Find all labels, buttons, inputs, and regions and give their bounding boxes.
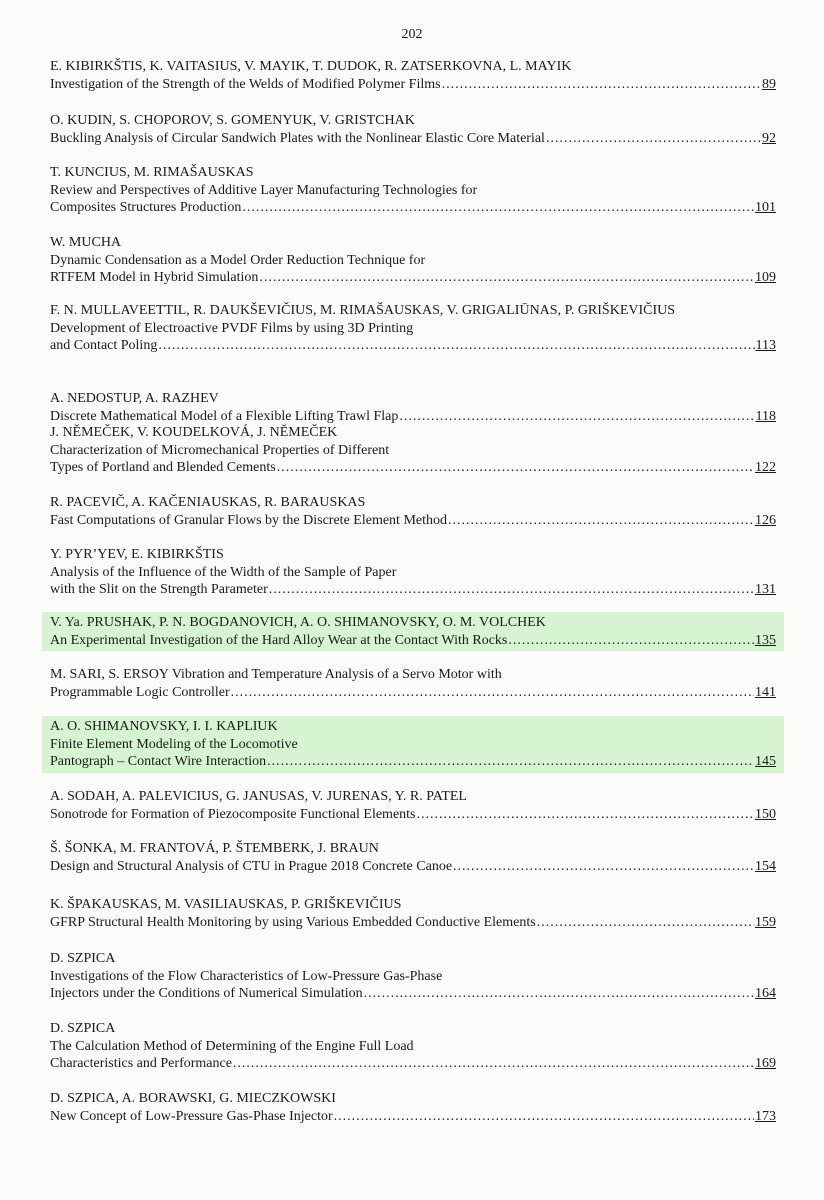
toc-entry xyxy=(42,494,784,529)
entry-title-last-line xyxy=(50,199,776,217)
entry-title-line: Development of Electroactive PVDF Films by using 3D Printing xyxy=(50,320,414,336)
toc-entry xyxy=(42,302,784,355)
toc-entry xyxy=(42,164,784,217)
dot-leader xyxy=(259,269,754,287)
entry-title-last-line xyxy=(50,408,776,426)
entry-title: Fast Computations of Granular Flows by the Discrete Element Method xyxy=(50,512,447,528)
dot-leader xyxy=(453,858,754,876)
entry-title: Injectors under the Conditions of Numerical Simulation xyxy=(50,986,363,1001)
entry-authors: V. Ya. PRUSHAK, P. N. BOGDANOVICH, A. O. SHIMANOVSKY, O. M. VOLCHEK xyxy=(50,615,546,630)
entry-page-link[interactable]: 89 xyxy=(762,76,776,92)
entry-authors: D. SZPICA xyxy=(50,1021,116,1036)
entry-title-line: Analysis of the Influence of the Width of the Sample of Paper xyxy=(50,564,397,580)
entry-page-link[interactable]: 159 xyxy=(755,914,776,930)
dot-leader xyxy=(334,1108,754,1126)
toc-entry xyxy=(42,424,784,477)
entry-title: and Contact Poling xyxy=(50,338,158,353)
entry-page-link[interactable]: 135 xyxy=(755,632,776,648)
dot-leader xyxy=(442,76,761,94)
entry-title: Programmable Logic Controller xyxy=(50,684,230,700)
entry-title-last-line xyxy=(50,130,776,148)
entry-title-last-line xyxy=(50,581,776,599)
entry-title-last-line xyxy=(50,806,776,824)
dot-leader xyxy=(546,130,761,148)
toc-entry xyxy=(42,58,784,93)
entry-title-line: Dynamic Condensation as a Model Order Reduction Technique for xyxy=(50,252,426,268)
entry-title-line: The Calculation Method of Determining of the Engine Full Load xyxy=(50,1038,414,1054)
entry-authors: K. ŠPAKAUSKAS, M. VASILIAUSKAS, P. GRIŠKEVIČIUS xyxy=(50,897,402,912)
toc-entry xyxy=(42,950,784,1003)
entry-authors: A. NEDOSTUP, A. RAZHEV xyxy=(50,391,219,406)
toc-entry xyxy=(42,666,784,701)
entry-title-last-line xyxy=(50,914,776,932)
entry-page-link[interactable]: 145 xyxy=(755,754,776,769)
entry-page-link[interactable]: 122 xyxy=(755,460,776,475)
entry-title-last-line xyxy=(50,1108,776,1126)
entry-page-link[interactable]: 118 xyxy=(755,408,776,424)
toc-entry xyxy=(42,840,784,875)
entry-authors: A. SODAH, A. PALEVICIUS, G. JANUSAS, V. JURENAS, Y. R. PATEL xyxy=(50,789,467,804)
entry-title: with the Slit on the Strength Parameter xyxy=(50,582,268,597)
entry-title: Buckling Analysis of Circular Sandwich Plates with the Nonlinear Elastic Core Material xyxy=(50,130,545,146)
entry-authors: T. KUNCIUS, M. RIMAŠAUSKAS xyxy=(50,165,254,180)
entry-title-line: Review and Perspectives of Additive Layer Manufacturing Technologies for xyxy=(50,182,478,198)
toc-entry xyxy=(42,1090,784,1125)
entry-authors: E. KIBIRKŠTIS, K. VAITASIUS, V. MAYIK, T. DUDOK, R. ZATSERKOVNA, L. MAYIK xyxy=(50,59,572,74)
dot-leader xyxy=(231,684,754,702)
entry-authors: W. MUCHA xyxy=(50,235,122,250)
entry-authors: F. N. MULLAVEETTIL, R. DAUKŠEVIČIUS, M. RIMAŠAUSKAS, V. GRIGALIŪNAS, P. GRIŠKEVIČIUS xyxy=(50,303,676,318)
entry-title: Characteristics and Performance xyxy=(50,1056,232,1071)
entry-page-link[interactable]: 141 xyxy=(755,684,776,700)
entry-page-link[interactable]: 126 xyxy=(755,512,776,528)
dot-leader xyxy=(158,337,754,355)
entry-title-last-line xyxy=(50,858,776,876)
entry-title: Sonotrode for Formation of Piezocomposite Functional Elements xyxy=(50,806,416,822)
dot-leader xyxy=(417,806,755,824)
toc-entry xyxy=(42,612,784,651)
entry-title-last-line xyxy=(50,753,776,771)
dot-leader xyxy=(267,753,754,771)
entry-title-last-line xyxy=(50,684,776,702)
toc-entry xyxy=(42,1020,784,1073)
entry-title: Pantograph – Contact Wire Interaction xyxy=(50,754,267,769)
dot-leader xyxy=(233,1055,754,1073)
entry-authors: J. NĚMEČEK, V. KOUDELKOVÁ, J. NĚMEČEK xyxy=(50,425,338,440)
entry-title: Design and Structural Analysis of CTU in Prague 2018 Concrete Canoe xyxy=(50,858,453,874)
toc-entry xyxy=(42,546,784,599)
dot-leader xyxy=(448,512,754,530)
toc-entry xyxy=(42,112,784,147)
entry-title: Investigation of the Strength of the Welds of Modified Polymer Films xyxy=(50,76,441,92)
entry-title-last-line xyxy=(50,459,776,477)
toc-entry xyxy=(42,234,784,287)
entry-page-link[interactable]: 154 xyxy=(755,858,776,874)
entry-title: Types of Portland and Blended Cements xyxy=(50,460,276,475)
entry-title-last-line xyxy=(50,337,776,355)
toc-entry xyxy=(42,896,784,931)
entry-title-last-line xyxy=(50,76,776,94)
entry-title-line: Finite Element Modeling of the Locomotive xyxy=(50,736,298,752)
dot-leader xyxy=(277,459,754,477)
entry-page-link[interactable]: 101 xyxy=(755,200,776,215)
entry-title-last-line xyxy=(50,269,776,287)
entry-title-last-line xyxy=(50,1055,776,1073)
entry-title-line: Investigations of the Flow Characteristics of Low-Pressure Gas-Phase xyxy=(50,968,443,984)
entry-title-last-line xyxy=(50,985,776,1003)
toc-entry xyxy=(42,390,784,425)
entry-page-link[interactable]: 173 xyxy=(755,1108,776,1124)
dot-leader xyxy=(364,985,754,1003)
dot-leader xyxy=(399,408,754,426)
entry-authors: Š. ŠONKA, M. FRANTOVÁ, P. ŠTEMBERK, J. BRAUN xyxy=(50,841,379,856)
entry-title-line: Characterization of Micromechanical Properties of Different xyxy=(50,442,390,458)
entry-title: Composites Structures Production xyxy=(50,200,242,215)
entry-page-link[interactable]: 131 xyxy=(755,582,776,597)
entry-page-link[interactable]: 150 xyxy=(755,806,776,822)
entry-page-link[interactable]: 164 xyxy=(755,986,776,1001)
entry-page-link[interactable]: 113 xyxy=(755,338,776,353)
entry-title: GFRP Structural Health Monitoring by using Various Embedded Conductive Elements xyxy=(50,914,536,930)
entry-authors: R. PACEVIČ, A. KAČENIAUSKAS, R. BARAUSKAS xyxy=(50,495,366,510)
entry-page-link[interactable]: 109 xyxy=(755,270,776,285)
entry-authors: D. SZPICA, A. BORAWSKI, G. MIECZKOWSKI xyxy=(50,1091,336,1106)
dot-leader xyxy=(537,914,754,932)
entry-authors: D. SZPICA xyxy=(50,951,116,966)
entry-title-last-line xyxy=(50,512,776,530)
dot-leader xyxy=(242,199,754,217)
entry-title-last-line xyxy=(50,632,776,650)
entry-title: RTFEM Model in Hybrid Simulation xyxy=(50,270,259,285)
dot-leader xyxy=(508,632,754,650)
entry-authors: O. KUDIN, S. CHOPOROV, S. GOMENYUK, V. GRISTCHAK xyxy=(50,113,415,128)
toc-entry xyxy=(42,788,784,823)
entry-title: An Experimental Investigation of the Hard Alloy Wear at the Contact With Rocks xyxy=(50,632,508,648)
entry-page-link[interactable]: 92 xyxy=(762,130,776,146)
dot-leader xyxy=(269,581,754,599)
entry-authors: Y. PYR’YEV, E. KIBIRKŠTIS xyxy=(50,547,224,562)
toc-entry xyxy=(42,716,784,773)
entry-title: Discrete Mathematical Model of a Flexible Lifting Trawl Flap xyxy=(50,408,399,424)
page-number: 202 xyxy=(401,27,423,42)
entry-title: New Concept of Low-Pressure Gas-Phase Injector xyxy=(50,1108,333,1124)
entry-page-link[interactable]: 169 xyxy=(755,1056,776,1071)
entry-authors: M. SARI, S. ERSOY Vibration and Temperature Analysis of a Servo Motor with xyxy=(50,667,502,682)
entry-authors: A. O. SHIMANOVSKY, I. I. KAPLIUK xyxy=(50,719,278,734)
